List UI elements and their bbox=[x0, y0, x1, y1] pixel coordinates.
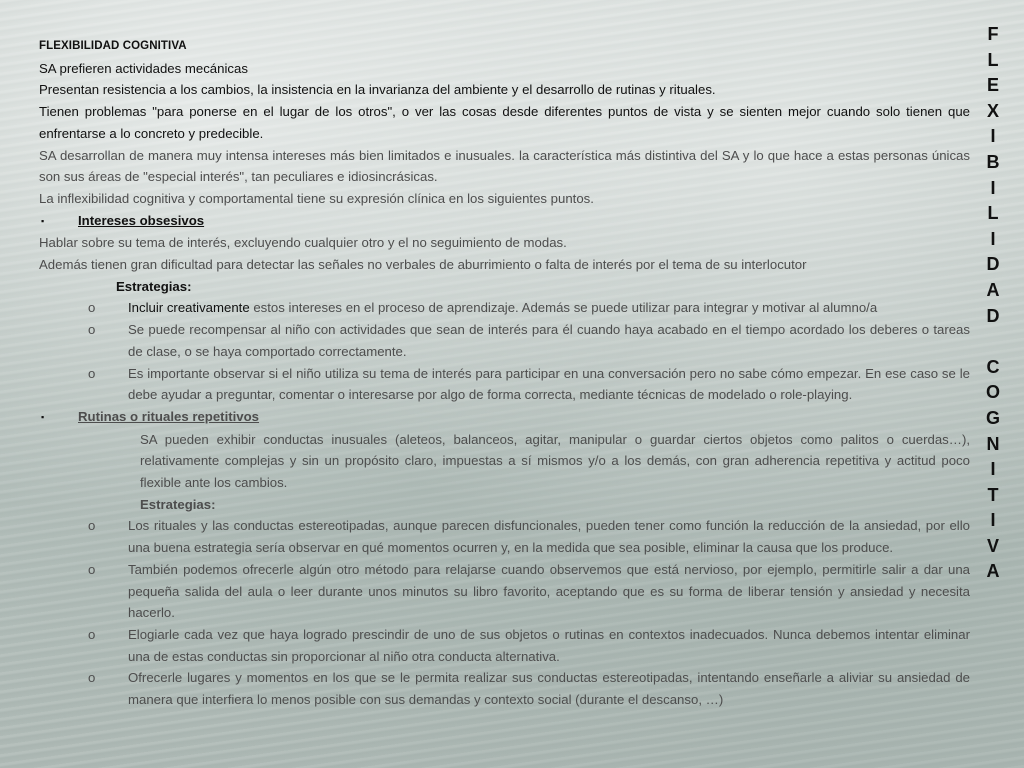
vertical-letter: I bbox=[990, 459, 996, 480]
vertical-letter: G bbox=[985, 407, 1000, 428]
list-item-text: Elogiarle cada vez que haya logrado prescindir de uno de sus objetos o rutinas en contextos inadecuados. Nunca debemos intentar eliminar una de estas conductas sin proporcionar al niño otra conducta alternativa. bbox=[128, 626, 970, 664]
vertical-letter: C bbox=[986, 356, 1000, 377]
section-title: Intereses obsesivos bbox=[78, 212, 205, 228]
vertical-letter: I bbox=[990, 126, 996, 147]
intro-line-1: SA prefieren actividades mecánicas bbox=[39, 60, 248, 76]
vertical-letter: I bbox=[990, 228, 996, 249]
list-item bbox=[39, 297, 970, 319]
page-title: FLEXIBILIDAD COGNITIVA bbox=[39, 40, 187, 52]
list-item-text: Se puede recompensar al niño con actividades que sean de interés para él cuando haya acabado en el tiempo acordado los deberes o tareas de clase, o se haya comportado correctamente. bbox=[128, 322, 970, 359]
section1-paragraph-1: Hablar sobre su tema de interés, excluyendo cualquier otro y el no seguimiento de modas. bbox=[39, 235, 567, 251]
vertical-letter: A bbox=[986, 561, 1000, 582]
vertical-letter: D bbox=[986, 254, 1000, 275]
section1-paragraph-2: Además tienen gran dificultad para detectar las señales no verbales de aburrimiento o falta de interés por el tema de su interlocutor bbox=[39, 257, 807, 273]
list-item bbox=[39, 363, 970, 406]
gray-paragraph-2: La inflexibilidad cognitiva y comportamental tiene su expresión clínica en los siguientes puntos. bbox=[39, 190, 594, 206]
vertical-letter: O bbox=[985, 382, 1000, 403]
square-bullet-icon: ▪ bbox=[41, 411, 45, 422]
list-item-text: Ofrecerle lugares y momentos en los que se le permita realizar sus conductas estereotipadas, intentando enseñarle a aliviar su ansiedad de manera que interfiera lo menos posible con sus demandas y contexto social (durante el descanso, …) bbox=[128, 670, 970, 708]
list-item bbox=[39, 559, 970, 624]
vertical-letter: L bbox=[987, 49, 999, 70]
section-title: Rutinas o rituales repetitivos bbox=[78, 408, 260, 424]
circle-bullet-icon: o bbox=[88, 300, 96, 316]
vertical-letter: I bbox=[990, 177, 996, 198]
list-item-lead: Incluir creativamente bbox=[128, 300, 250, 316]
vertical-letter bbox=[977, 329, 1009, 355]
strategies-label: Estrategias: bbox=[140, 496, 216, 512]
document-body bbox=[39, 36, 970, 711]
vertical-letter: V bbox=[986, 535, 999, 556]
vertical-letter: L bbox=[987, 203, 999, 224]
vertical-title bbox=[977, 22, 1009, 585]
circle-bullet-icon: o bbox=[88, 518, 96, 534]
circle-bullet-icon: o bbox=[88, 561, 96, 577]
vertical-letter: N bbox=[986, 433, 1000, 454]
strategies-label: Estrategias: bbox=[116, 278, 192, 294]
vertical-letter: I bbox=[990, 510, 996, 531]
vertical-letter: X bbox=[986, 100, 999, 121]
intro-line-3: Tienen problemas "para ponerse en el lugar de los otros", o ver las cosas desde diferentes puntos de vista y se sienten mejor cuando solo tienen que enfrentarse a lo concreto y predecible. bbox=[39, 104, 970, 141]
list-item-text: estos intereses en el proceso de aprendizaje. Además se puede utilizar para integrar y motivar al alumno/a bbox=[249, 300, 878, 316]
list-item bbox=[39, 667, 970, 710]
square-bullet-icon: ▪ bbox=[41, 215, 45, 226]
list-item-text: Los rituales y las conductas estereotipadas, aunque parecen disfuncionales, pueden tener como función la reducción de la ansiedad, por ello una buena estrategia sería observar en qué momentos ocurren y, en la medida que sea posible, eliminar la causa que los produce. bbox=[128, 518, 970, 556]
gray-paragraph-1: SA desarrollan de manera muy intensa intereses más bien limitados e inusuales. la característica más distintiva del SA y lo que hace a estas personas únicas son sus áreas de "especial interés", tan peculiares e idiosincrásicas. bbox=[39, 147, 970, 185]
section-heading-rutinas bbox=[39, 406, 970, 429]
section2-paragraph: SA pueden exhibir conductas inusuales (aleteos, balanceos, agitar, manipular o guardar ciertos objetos como palitos o cuerdas…), relativamente complejas y sin un propósito claro, impuestas a sí mismos y/o a los demás, con gran adherencia repetitiva y actitud poco flexible ante los cambios. bbox=[140, 431, 970, 491]
vertical-letter: T bbox=[987, 484, 999, 505]
list-item bbox=[39, 624, 970, 667]
list-item bbox=[39, 319, 970, 362]
vertical-letter: B bbox=[986, 151, 1000, 172]
list-item bbox=[39, 515, 970, 558]
vertical-letter: A bbox=[986, 279, 1000, 300]
section-heading-intereses bbox=[39, 210, 970, 233]
list-item-text: Es importante observar si el niño utiliza su tema de interés para participar en una conversación pero no sabe cómo empezar. En ese caso se le debe ayudar a preguntar, comentar o interesarse por algo de forma correcta, mediante técnicas de modelado o role-playing. bbox=[128, 365, 970, 403]
circle-bullet-icon: o bbox=[88, 670, 96, 686]
list-item-text: También podemos ofrecerle algún otro método para relajarse cuando observemos que está nervioso, por ejemplo, permitirle salir a dar una pequeña salida del aula o leer durante unos minutos su libro favorito, aceptando que es su forma de liberar tensión y ansiedad y necesita hacerlo. bbox=[128, 561, 970, 621]
circle-bullet-icon: o bbox=[88, 365, 96, 381]
vertical-letter: E bbox=[986, 75, 999, 96]
intro-line-2: Presentan resistencia a los cambios, la insistencia en la invarianza del ambiente y el desarrollo de rutinas y rituales. bbox=[39, 82, 716, 98]
circle-bullet-icon: o bbox=[88, 626, 96, 642]
circle-bullet-icon: o bbox=[88, 322, 96, 338]
vertical-letter: D bbox=[986, 305, 1000, 326]
vertical-letter: F bbox=[987, 24, 999, 44]
